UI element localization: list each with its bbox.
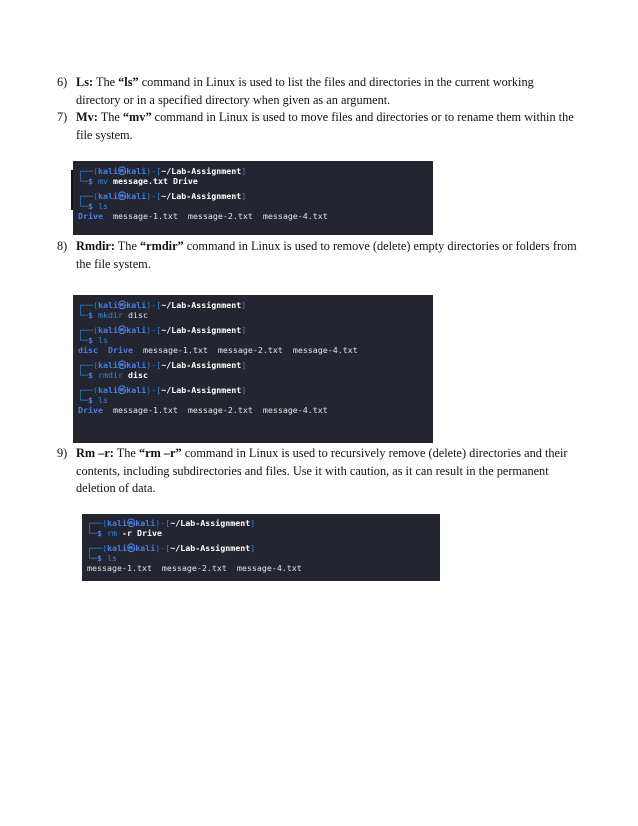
list-item-rm-r [57, 445, 577, 498]
prompt-line: ┌──(kali㉿kali)-[~/Lab-Assignment] [78, 325, 247, 335]
item-command: “mv” [122, 110, 152, 124]
item-command: “rm –r” [138, 446, 182, 460]
item-term: Rmdir: [76, 239, 115, 253]
item-number: 9) [57, 446, 68, 460]
item-text: Rmdir: The “rmdir” command in Linux is used to remove (delete) empty directories or folders from the file system. [76, 239, 577, 271]
output-line: Drive message-1.txt message-2.txt message-4.txt [78, 211, 328, 221]
command-line: └─$ ls [78, 335, 108, 345]
output-line: Drive message-1.txt message-2.txt message-4.txt [78, 405, 328, 415]
item-number: 7) [57, 110, 68, 124]
list-item-mv [57, 109, 577, 144]
terminal-mv-screenshot [73, 161, 433, 235]
list-item-ls [57, 74, 577, 109]
command-line: └─$ mkdir disc [78, 310, 148, 320]
item-command: “rmdir” [139, 239, 184, 253]
item-term: Ls: [76, 75, 94, 89]
command-line: └─$ mv message.txt Drive [78, 176, 198, 186]
output-line: message-1.txt message-2.txt message-4.txt [87, 563, 302, 573]
item-text: Mv: The “mv” command in Linux is used to move files and directories or to rename them within the file system. [76, 110, 574, 142]
output-line: disc Drive message-1.txt message-2.txt message-4.txt [78, 345, 358, 355]
prompt-line: ┌──(kali㉿kali)-[~/Lab-Assignment] [87, 518, 256, 528]
item-term: Rm –r: [76, 446, 114, 460]
item-text: Ls: The “ls” command in Linux is used to list the files and directories in the current working directory or in a specified directory when given as an argument. [76, 75, 534, 107]
item-number: 6) [57, 75, 68, 89]
prompt-line: ┌──(kali㉿kali)-[~/Lab-Assignment] [78, 385, 247, 395]
command-line: └─$ rmdir disc [78, 370, 148, 380]
command-line: └─$ ls [78, 201, 108, 211]
prompt-line: ┌──(kali㉿kali)-[~/Lab-Assignment] [87, 543, 256, 553]
prompt-line: ┌──(kali㉿kali)-[~/Lab-Assignment] [78, 166, 247, 176]
command-line: └─$ rm -r Drive [87, 528, 162, 538]
list-item-rmdir [57, 238, 577, 273]
item-term: Mv: [76, 110, 98, 124]
terminal-rmdir-screenshot [73, 295, 433, 443]
prompt-line: ┌──(kali㉿kali)-[~/Lab-Assignment] [78, 300, 247, 310]
item-text: Rm –r: The “rm –r” command in Linux is used to recursively remove (delete) directories and their contents, including subdirectories and files. Use it with caution, as it can result in the permanent deletion of data. [76, 446, 568, 495]
command-line: └─$ ls [87, 553, 117, 563]
command-line: └─$ ls [78, 395, 108, 405]
item-number: 8) [57, 239, 68, 253]
terminal-rm-r-screenshot [82, 514, 440, 581]
prompt-line: ┌──(kali㉿kali)-[~/Lab-Assignment] [78, 360, 247, 370]
item-command: “ls” [118, 75, 139, 89]
prompt-line: ┌──(kali㉿kali)-[~/Lab-Assignment] [78, 191, 247, 201]
